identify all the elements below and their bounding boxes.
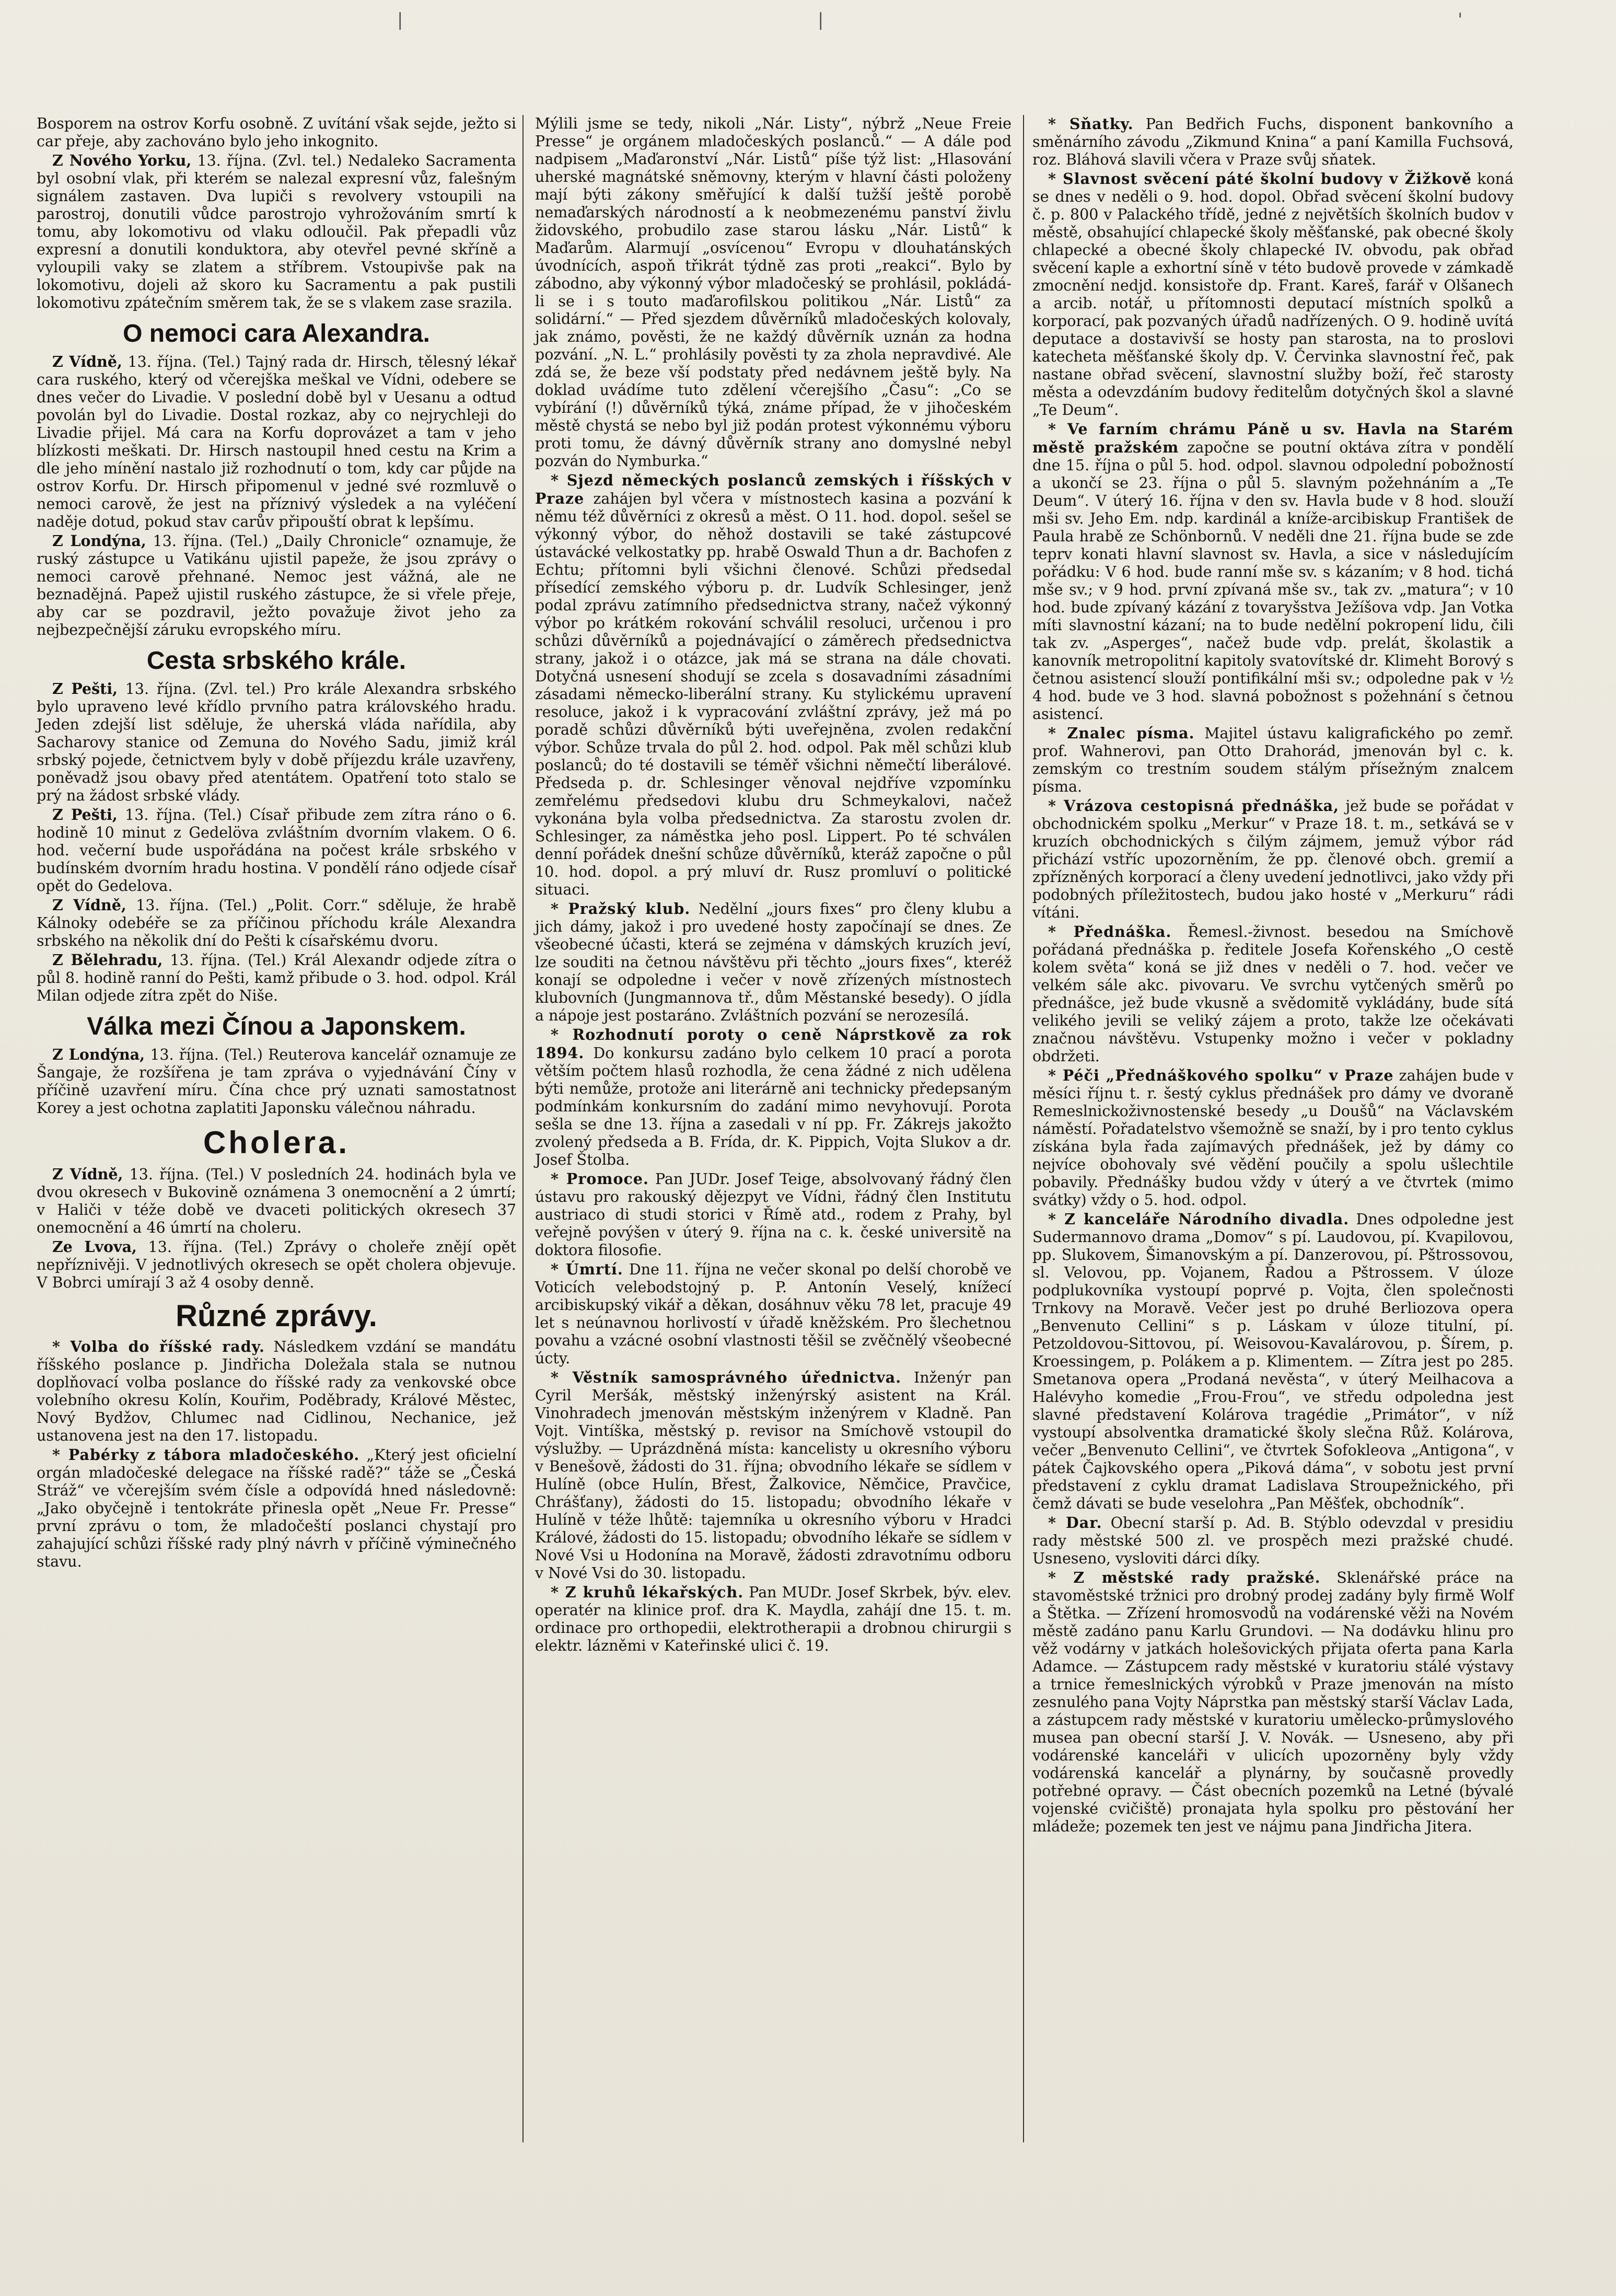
item-heading: * Úmrtí. [551, 1260, 623, 1278]
top-mark: | [397, 9, 403, 30]
news-text: 13. října. (Zvl. tel.) Nedaleko Sacramenta byl osobní vlak, při kterém se nalezal expresní vůz, falešným signálem zastaven. Dva lupiči s revolvery vstoupili na parostroj, donutili vůdce parostrojo vyhrožováním smrtí k tomu, aby lokomotivu od vlaku odloučil. Pak přepadli vůz expresní a donutili konduktora, aby otevřel pevné skříně a vyloupili vaky se zlatem a stříbrem. Vstoupivše pak na lokomotivu, dojeli až skoro ku Sacramentu a pak pustili lokomotivu zpátečním směrem tak, že se s vlakem zase srazila. [37, 152, 516, 311]
news-item [37, 1446, 516, 1571]
news-text: Pan JUDr. Josef Teige, absolvovaný řádný člen ústavu pro rakouský dějezpyt ve Vídni, řádný člen Institutu austriaco di studi storici v Římě atd., rodem z Prahy, byl veřejně povýšen v úterý 9. října na c. k. české universitě na doktora filosofie. [535, 1170, 1012, 1259]
item-heading: * Vrázova cestopisná přednáška, [1048, 797, 1340, 815]
dateline: Z Vídně, [52, 896, 126, 914]
item-heading: * Věstník samosprávného úřednictva. [551, 1369, 902, 1386]
news-text: Dnes odpoledne jest Sudermannovo drama „Domov“ s pí. Laudovou, pí. Kvapilovou, pp. Slukovem, Šimanovským a pí. Danzerovou, pí. Pštrossovou, sl. Velovou, pp. Vojanem, Řadou a Pštrossem. V úloze podplukovníka vystoupí poprvé p. Vojta, člen společnosti Trnkovy na Moravě. Večer jest po druhé Berliozova opera „Benvenuto Cellini“ s p. Láskam v úloze titulní, pí. Petzoldovou-Sittovou, pí. Weisovou-Kavalárovou, p. Šírem, p. Kroessingem, p. Polákem a p. Klimentem. — Zítra jest po 285. Smetanova opera „Prodaná nevěsta“, v úterý Meilhacova a Halévyho komedie „Frou-Frou“, ve středu odpoledna jest slavné představení Kolárova tragédie „Primátor“, v níž vystoupí absolventka dramatické školy slečna Růž. Kolárova, večer „Benvenuto Cellini“, ve čtvrtek Sofokleova „Antigona“, v pátek Čajkovského opera „Piková dáma“, v sobotu jest první představení z cyklu dramat Ladislava Stroupežnického, při čemž dávati se bude veselohra „Pan Měšťek, obchodník“. [1032, 1211, 1514, 1512]
news-text: Dne 11. října ne večer skonal po delší chorobě ve Voticích velebodstojný p. P. Antonín Veselý, knížecí arcibiskupský vikář a děkan, dosáhnuv věku 78 let, pracuje 49 let s neúnavnou horlivostí v úřadě kněžském. Pro šlechetnou povahu a vzácné osobní vlastnosti těšil se zvěčnělý všeobecné úcty. [535, 1261, 1012, 1367]
item-heading: * Sňatky. [1048, 115, 1134, 133]
news-item [37, 532, 516, 639]
dateline: Z Vídně, [52, 1165, 123, 1183]
news-text: 13. října. (Tel.) „Daily Chronicle“ oznamuje, že ruský zástupce u Vatikánu ujistil papeže, že jsou zprávy o nemoci carově přehnané. Nemoc jest vážná, ale ne beznadějná. Papež ujistil ruského zástupce, že si vřele přeje, aby car se pozdravil, ježto považuje život jeho za nejbezpečnější záruku evropského míru. [37, 532, 517, 639]
news-item [37, 1338, 516, 1445]
section-heading: Válka mezi Čínou a Japonskem. [87, 1013, 466, 1040]
column-1 [37, 115, 522, 1572]
news-text: 13. října. (Tel.) Reuterova kancelář oznamuje ze Šangaje, že rozšířena je tam zpráva o vyjednávání Číny v příčině uzavření míru. Čína chce prý uznati samostatnost Korey a jest ochotna zaplatiti Japonsku válečnou náhradu. [37, 1046, 517, 1117]
news-text: 13. října. (Tel.) Zprávy o choleře znějí opět nepříznivěji. V jednotlivých okresech se opět cholera objevuje. V Bobrci umírají 3 až 4 osoby denně. [37, 1238, 516, 1291]
news-text: Pan Bedřich Fuchs, disponent bankovního a směnárního závodu „Zikmund Knina“ a paní Kamilla Fuchsová, roz. Bláhová slavili včera v Praze svůj sňatek. [1032, 115, 1514, 168]
news-item [37, 896, 516, 950]
section-heading: O nemoci cara Alexandra. [123, 320, 430, 347]
dateline: Z Londýna, [52, 532, 146, 550]
news-text: 13. října. (Tel.) Císař přibude zem zítra ráno o 6. hodině 10 minut z Gedelöva zvláštním dvorním vlakem. O 6. hod. večerní bude uspořádána na počest krále srbského v budínském dvorním hradu hostina. V pondělí ráno odjede císař opět do Gedelova. [37, 806, 516, 895]
news-item [1032, 1066, 1514, 1209]
item-heading: * Pabérky z tábora mladočeského. [52, 1446, 360, 1464]
item-heading: * Promoce. [551, 1170, 649, 1188]
top-mark: ' [1458, 9, 1463, 30]
news-item [535, 1260, 1012, 1367]
news-item [1032, 724, 1514, 796]
news-text: koná se dnes v neděli o 9. hod. dopol. Obřad svěcení školní budovy č. p. 800 v Palackého třídě, jedné z největších školních budov v městě, obsahující chlapecké školy měšťanské, pak obecné školy chlapecké a obecné školy chlapecké IV. obvodu, pak obřad svěcení kaple a exhortní síně v této budově provede v zámkadě zmocnění nedjd. konsistoře dp. Frant. Kareš, farář v Olšanech a arcib. notář, u přítomnosti deputací místních spolků a korporací, pak pozvaných úřadů nadřízených. O 9. hodině uvítá deputace a dostavivší se hosty pan starosta, na to proslovi katecheta měšťanské školy dp. V. Červinka slavnostní řeč, pak nastane obřad svěcení, slavnostní služby boží, řeč starosty města a odevzdáním budovy ředitelům dotyčných škol a slavné „Te Deum“. [1032, 170, 1514, 419]
news-item [37, 152, 516, 312]
dateline: Z Vídně, [52, 353, 122, 370]
news-item [535, 471, 1012, 899]
item-heading: * Přednáška. [1048, 923, 1172, 941]
column-rule [522, 115, 524, 2142]
news-item [1032, 923, 1514, 1065]
news-text: jež bude se pořádat v obchodnickém spolku „Merkur“ v Praze 18. t. m., setkává se v kruzích obchodnických s čilým zájmem, jemuž výbor rád přichází vstříc upozorněním, že pp. členové obch. gremií a zpřízněných korporací a členy uvedení jednotlivci, jako vždy při podobných příležitostech, budou jako hosté v „Merkuru“ rádi vítáni. [1032, 797, 1514, 921]
news-item [1032, 115, 1514, 169]
news-text: 13. října. (Tel.) Král Alexandr odjede zítra o půl 8. hodině ranní do Pešti, kamž přibude o 3. hod. odpol. Král Milan odjede zítra zpět do Niše. [37, 952, 516, 1004]
news-text: Pan MUDr. Josef Skrbek, býv. elev. operatér na klinice prof. dra K. Maydla, zahájí dne 15. t. m. ordinace pro orthopedii, elektrotherapii a drobnou chirurgii s elektr. lázněmi v Kateřinské ulici č. 19. [535, 1584, 1012, 1654]
news-text: Inženýr pan Cyril Meršák, městský inženýrský asistent na Král. Vinohradech jmenován městským inženýrem v Kladně. Pan Vojt. Vintíška, městský p. revisor na Smíchově vstoupil do výslužby. — Uprázdněná místa: kancelisty u okresního výboru v Benešově, žádosti do 31. října; obvodního lékaře se sídlem v Hulíně (obce Hulín, Břest, Žalkovice, Němčice, Pravčice, Chrášťany), žádosti do 15. listopadu; obvodního lékaře v Hulíně v téže lhůtě: tajemníka u okresního výboru v Hradci Králové, žádosti do 15. listopadu; obvodního lékaře se sídlem v Nové Vsi u Hodonína na Moravě, žádosti zdravotnímu odboru v Nové Vsi do 30. listopadu. [535, 1369, 1012, 1582]
news-item [535, 1170, 1012, 1259]
news-text: 13. října. (Tel.) V posledních 24. hodinách byla ve dvou okresech v Bukovině oznámena 3 onemocnění a 2 úmrtí; v Haliči v téže době ve dvaceti politických okresech 37 onemocnění a 46 úmrtí na choleru. [37, 1166, 516, 1236]
news-text: započne se poutní oktáva zítra v pondělí dne 15. října o půl 5. hod. odpol. slavnou odpolední pobožností a ukončí se 23. října o půl 5. slavným požehnáním a „Te Deum“. V úterý 16. října v den sv. Havla bude v 8 hod. slouží mši sv. Jeho Em. ndp. kardinál a kníže-arcibiskup František de Paula hrabě ze Schönbornů. V neděli dne 21. října bude se zde teprv konati hlavní slavnost sv. Havla, a sice v následujícím pořádku: V 6 hod. bude ranní mše sv. s kázaním; v 8 hod. tichá mše sv.; v 9 hod. první zpívaná mše sv., tak zv. „matura“; v 10 hod. bude zpívaný kázání z tovaryšstva Ježíšova vdp. Jan Votka míti slavnostní kázaní; na to bude nedělní pokropení lidu, čili tak zv. „Asperges“, načež bude vdp. prelát, školastik a kanovník metropolitní kapitoly svatovítské dr. Klimeht Borový s četnou asistencí slouží pontifikální mši sv.; odpoledne pak v ½ 4 hod. bude ve 3 hod. slavná pobožnost s požehnání s četnou asistencí. [1032, 439, 1514, 723]
item-heading: * Péči „Přednáškového spolku“ v Praze [1048, 1066, 1394, 1084]
dateline: Z Londýna, [52, 1046, 145, 1063]
section-heading: Různé zprávy. [176, 1299, 377, 1333]
news-item [37, 951, 516, 1005]
news-item [1032, 1569, 1514, 1836]
news-text: Následkem vzdání se mandátu říšského poslance p. Jindřicha Doležala stala se nutnou doplňovací volba poslance do říšské rady za venkovské obce volebního okresu Kolín, Kouřim, Poděbrady, Králové Městec, Nový Bydžov, Chlumec nad Cidlinou, Nechanice, jež ustanovena jest na den 17. listopadu. [37, 1338, 516, 1444]
news-item [535, 1583, 1012, 1655]
news-item [1032, 1514, 1514, 1568]
dateline: Z Pešti, [52, 680, 118, 698]
news-text: 13. října. (Tel.) „Polit. Corr.“ sděluje, že hrabě Kálnoky odebéře se za příčinou příchodu krále Alexandra srbského na několik dní do Pešti k císařskému dvoru. [37, 897, 517, 949]
news-item [1032, 797, 1514, 922]
item-heading: * Pražský klub. [551, 900, 691, 918]
item-heading: * Z kanceláře Národního divadla. [1048, 1210, 1350, 1228]
news-item [535, 900, 1012, 1025]
news-item [37, 1165, 516, 1237]
news-text: 13. října. (Tel.) Tajný rada dr. Hirsch, tělesný lékař cara ruského, který od včerejška meškal ve Vídni, odebere se dnes večer do Livadie. V poslední době byl v Uesanu a odtud povolán byl do Livadie. Dostal rozkaz, aby co nejrychleji do Livadie přijel. Má cara na Korfu doprovázet a tam v jeho blízkosti meškati. Dr. Hirsch nastoupil hned cestu na Krim a dle jeho mínění nastalo již rozhodnutí o tom, kdy car půjde na ostrov Korfu. Dr. Hirsch připomenul v jedné své rozmluvě o nemoci carově, že jest na příznivý výsledek a na vyléčení naděje dotud, pokud stav carův připouští obrat k lepšímu. [37, 353, 516, 530]
news-item [37, 680, 516, 805]
news-text: zahájen byl včera v místnostech kasina a pozvání k němu též důvěrníci z okresů a měst. O 11. hod. dopol. sešel se výkonný výbor, do něhož dostavili se také zástupcové ústavácké velkostatky pp. hrabě Oswald Thun a dr. Bachofen z Echtu; přítomni byli všichni členové. Schůzi předsedal přísedící zemského výboru p. dr. Ludvík Schlesinger, jenž podal zprávu zatímního předsednictva strany, načež výkonný výbor po krátkém rokování schválil resoluci, určenou i pro schůzi důvěrníků a pojednávající o záměrech předsednictva strany, jakož i o otázce, jak má se strana na dále chovati. Dotyčná usnesení shodují se zcela s dosavadními zásadními zásadami německo-liberální strany. Ku stylickému upravení resoluce, jakož i k vypracování zvláštní zprávy, jež má po poradě schůzi důvěrníků býti uveřejněna, zvolen redakční výbor. Schůze trvala do půl 2. hod. odpol. Pak měl schůzi klub poslanců; do té dostavili se téměř všichni němečtí liberálové. Předseda p. dr. Schlesinger věnoval nejdříve vzpomínku zemřelému předsedovi klubu dru Schmeykalovi, načež vykonána byla volba předsednictva. Za starostu zvolen dr. Schlesinger, za náměstka jeho posl. Lippert. Po té schválen denní pořádek dnešní schůze důvěrníků, kteráž započne o půl 10. hod. dopol. a prý mluví dr. Rusz promluví o politické situaci. [535, 490, 1012, 898]
section-heading: Cholera. [203, 1125, 350, 1160]
news-item [37, 806, 516, 895]
item-heading: * Dar. [1048, 1514, 1102, 1532]
top-mark: | [818, 9, 824, 30]
dateline: Z Bělehradu, [52, 951, 163, 969]
news-text: Nedělní „jours fixes“ pro členy klubu a jich dámy, jakož i pro uvedené hosty započínají se dnes. Ze všeobecné účasti, která se zejména v dámských kruzích jeví, lze souditi na četnou návštěvu při těchto „jours fixes“, kteréž konají se odpoledne i večer v nově zřízených místnostech klubovních (Jungmannova tř., dům Městanské besedy). O jídla a nápoje jest postaráno. Zvláštních pozvání se nerozesílá. [535, 900, 1012, 1024]
item-heading: * Z městské rady pražské. [1048, 1569, 1321, 1586]
news-item [37, 1046, 516, 1117]
item-heading: * Volba do říšské rady. [52, 1338, 265, 1355]
item-heading: * Z kruhů lékařských. [551, 1583, 744, 1601]
item-heading: * Ve farním chrámu Páně u sv. Havla na Starém městě pražském [1032, 420, 1514, 456]
news-text: Do konkursu zadáno bylo celkem 10 prací a porota větším počtem hlasů rozhodla, že cena žádné z nich udělena býti nemůže, protože ani literárně ani technicky předepsaným podmínkám konkursním do zadání mimo nevyhovují. Porota sešla se dne 13. října a zasedali v ní pp. Fr. Zákrejs jakožto zvolený předseda a B. Frída, dr. K. Pippich, Vojta Slukov a dr. Josef Štolba. [535, 1045, 1012, 1168]
news-text: Obecní starší p. Ad. B. Stýblo odevzdal v presidiu rady městské 500 zl. ve prospěch mezi pražské chudé. Usneseno, vysloviti dárci díky. [1032, 1514, 1514, 1567]
article-paragraph: Mýlili jsme se tedy, nikoli „Nár. Listy“, nýbrž „Neue Freie Presse“ je orgánem mladočeských poslanců.“ — A dále pod nadpisem „Maďaronství „Nár. Listů“ píše týž list: „Hlasování uherské magnátské sněmovny, kterým v hlavní části položeny mají býti zákony směřující k další tužší ještě porobě nemaďarských národností a k neobmezenému panství živlu židovského, probudilo zase starou lásku „Nár. Listů“ k Maďarům. Alarmují „osvícenou“ Evropu v dlouhatánských úvodnících, aspoň třikrát týdně zas proti „reakci“. Bylo by zábodno, aby výkonný výbor mladočeský se prohlásil, pokládá-li se i s touto maďarofilskou politikou „Nár. Listů“ za solidární.“ — Před sjezdem důvěrníků mladočeských kolovaly, jak známo, pověsti, že ne každý důvěrník uznán za hodna pozvání. „N. L.“ prohlásily pověsti ty za zhola nepravdivé. Ale zdá se, že beze vší podstaty před nedávnem ještě byly. Na doklad uvádíme tuto zdělení včerejšího „Času“: „Co se vybírání (!) důvěrníků týká, známe případ, že v jihočeském městě chystá se nebo byl již podán protest výkonnému výboru proti tomu, že dávný důvěrník strany ano domyslné nebyl pozván do Nymburka.“ [535, 115, 1012, 470]
item-heading: * Sjezd německých poslanců zemských i říšských v Praze [535, 471, 1012, 507]
news-item [1032, 170, 1514, 419]
news-item [37, 1238, 516, 1292]
top-edge-marks [0, 9, 1616, 30]
item-heading: * Znalec písma. [1048, 724, 1195, 742]
news-item [1032, 420, 1514, 723]
news-text: „Který jest oficielní orgán mladočeské delegace na říšské radě?“ táže se „Česká Stráž“ ve včerejším svém čísle a odpovídá hned následovně: „Jako obyčejně i tentokráte přinesla opět „Neue Fr. Presse“ první zprávu o tom, že mladočeští poslanci chystají pro zahajující schůzi říšské rady plný návrh v příčině výminečného stavu. [37, 1446, 517, 1570]
column-2 [528, 115, 1019, 1656]
item-heading: * Slavnost svěcení páté školní budovy v Žižkově [1048, 170, 1472, 188]
news-text: Majitel ústavu kaligrafického po zemř. prof. Wahnerovi, pan Otto Drahorád, jmenován byl c. k. zemským co trestním soudem stálým přísežným znalcem písma. [1032, 725, 1514, 795]
news-item [535, 1369, 1012, 1582]
news-item [37, 353, 516, 531]
news-item [535, 1026, 1012, 1169]
article-paragraph: Bosporem na ostrov Korfu osobně. Z uvítání však sejde, ježto si car přeje, aby zachováno bylo jeho inkognito. [37, 115, 516, 150]
column-3 [1025, 115, 1514, 1837]
dateline: Z Pešti, [52, 806, 118, 824]
dateline: Z Nového Yorku, [52, 152, 192, 169]
news-text: 13. října. (Zvl. tel.) Pro krále Alexandra srbského bylo upraveno levé křídlo prvního patra královského hradu. Jeden zdejší list sděluje, že uherská vláda nařídila, aby Sacharovy stanice od Zemuna do Nového Sadu, jimiž král srbský pojede, četnictvem byly v době příjezdu krále uzavřeny, poněvadž jsou obavy před atentátem. Opatření toto stalo se prý na žádost srbské vlády. [37, 680, 516, 804]
news-item [1032, 1210, 1514, 1513]
column-rule [1023, 115, 1024, 2142]
item-heading: * Rozhodnutí poroty o ceně Náprstkově za rok 1894. [535, 1026, 1012, 1062]
news-text: zahájen bude v měsíci říjnu t. r. šestý cyklus přednášek pro dámy ve dvoraně Remeslnickoživnostenské besedy „u Doušů“ na Václavském náměstí. Pořadatelstvo všemožně se snaží, by i pro tento cyklus získána byla řada zajímavých přednášek, jež by dámy co nejvíce obohovaly své vědění poučily a spolu ušlechtile pobavily. Přednášky budou vždy v úterý a ve čtvrtek (mimo svátky) vždy o 5. hod. odpol. [1032, 1067, 1514, 1209]
news-text: Řemesl.-živnost. besedou na Smíchově pořádaná přednáška p. ředitele Josefa Kořenského „O cestě kolem světa“ koná se již dnes v neděli o 7. hod. večer ve velkém sále akc. pivovaru. Ve svrchu vytčených směrů po přednášce, jež bude vkusně a svědomitě vykládány, bude sítá velikého jevili se veliký zájem a proto, takže lze očekávati značnou návštěvu. Vstupenky možno i večer v pokladny obdržeti. [1032, 923, 1514, 1065]
news-text: Sklenářské práce na stavoměstské tržnici pro drobný prodej zadány byly firmě Wolf a Štětka. — Zřízení hromosvodů na vodárenské věži na Novém městě zadáno panu Karlu Grundovi. — Na dodávku hlinu pro věž vodárny v jatkách holešovických přijata oferta pana Karla Adamce. — Zástupcem rady městské v kuratoriu stálé výstavy a trnice řemeslnických výrobků v Praze jmenován na místo zesnulého pana Vojty Náprstka pan městský starší Václav Lada, a zástupcem rady městské v kuratoriu umělecko-průmyslového musea pan obecní starší J. V. Novák. — Usneseno, aby při vodárenské kanceláři v ulicích upozorněny byly vždy vodárenská kancelář a plynárny, by současně provedly potřebné opravy. — Část obecních pozemků na Letné (bývalé vojenské cvičiště) pronajata hyla spolku pro pěstování her mládeže; pozemek ten jest ve nájmu pana Jindřicha Jitera. [1032, 1569, 1514, 1835]
section-heading: Cesta srbského krále. [146, 647, 406, 675]
dateline: Ze Lvova, [52, 1238, 137, 1256]
